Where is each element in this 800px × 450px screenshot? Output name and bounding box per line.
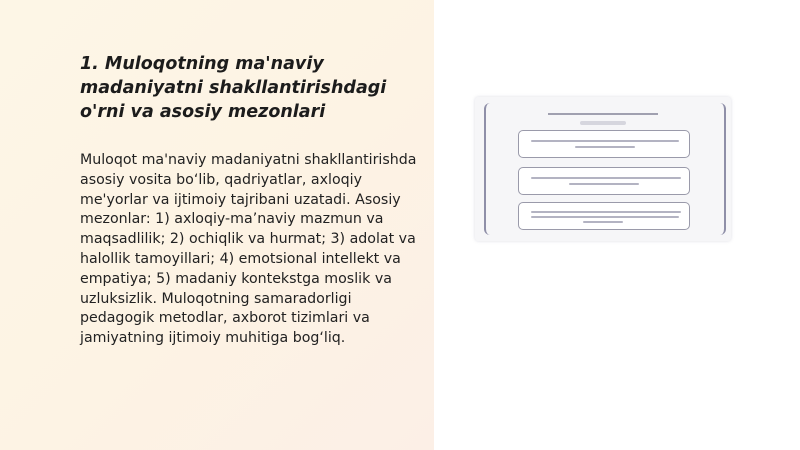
diagram-text-line: [531, 140, 679, 142]
diagram-box: [518, 130, 690, 158]
diagram-text-line: [531, 216, 679, 218]
slide-body-text: Muloqot ma'naviy madaniyatni shakllantirishda asosiy vosita bo‘lib, qadriyatlar, axloqiy me'yorlar va ijtimoiy tajribani uzatadi. Asosiy mezonlar: 1) axloqiy-ma’naviy mazmun va maqsadlilik; 2) ochiqlik va hurmat; 3) adolat va halollik tamoyillari; 4) emotsional intellekt va empatiya; 5) madaniy kontekstga moslik va uzluksizlik. Muloqotning samaradorligi pedagogik metodlar, axborot tizimlari va jamiyatning ijtimoiy muhitiga bog‘liq.: [80, 152, 417, 347]
diagram-text-line: [531, 211, 681, 213]
diagram-image: [475, 97, 731, 241]
diagram-tag-graphic: [568, 119, 638, 127]
diagram-text-line: [575, 146, 635, 148]
diagram-box: [518, 202, 690, 230]
slide-title: 1. Muloqotning ma'naviy madaniyatni shakllantirishdagi o'rni va asosiy mezonlari: [80, 54, 387, 122]
diagram-box: [518, 167, 690, 195]
diagram-text-line: [569, 183, 639, 185]
diagram-text-line: [531, 177, 681, 179]
diagram-text-line: [583, 221, 623, 223]
diagram-heading-graphic: [475, 111, 731, 116]
